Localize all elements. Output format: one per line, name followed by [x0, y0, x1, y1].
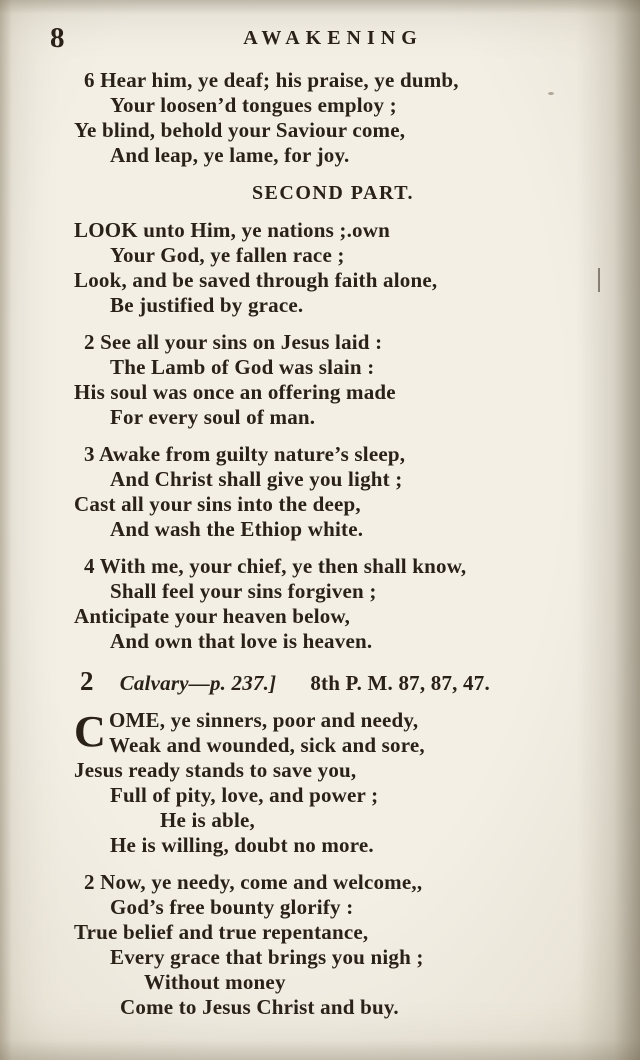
- verse-line: Ye blind, behold your Saviour come,: [74, 118, 406, 142]
- stanza: [74, 870, 592, 1020]
- hymn-2: [74, 666, 592, 1020]
- stanza: [74, 554, 592, 654]
- verse-line: And wash the Ethiop white.: [110, 517, 364, 541]
- verse-line: The Lamb of God was slain :: [110, 355, 375, 379]
- verse-line: LOOK unto Him, ye nations ;.own: [74, 218, 390, 242]
- verse-line: Anticipate your heaven below,: [74, 604, 351, 628]
- verse-line: 2 Now, ye needy, come and welcome,,: [84, 870, 423, 894]
- verse-line: Your God, ye fallen race ;: [110, 243, 345, 267]
- verse-line: 3 Awake from guilty nature’s sleep,: [84, 442, 406, 466]
- verse-line: Every grace that brings you nigh ;: [110, 945, 424, 969]
- verse-line: True belief and true repentance,: [74, 920, 369, 944]
- stanza: [74, 442, 592, 542]
- verse-line: He is willing, doubt no more.: [110, 833, 374, 857]
- hymn-heading: [74, 666, 592, 698]
- stanza: [74, 708, 592, 858]
- verse-line: And Christ shall give you light ;: [110, 467, 403, 491]
- verse-line: Come to Jesus Christ and buy.: [120, 995, 399, 1019]
- verse-line: His soul was once an offering made: [74, 380, 396, 404]
- verse-line: For every soul of man.: [110, 405, 316, 429]
- verse-line: OME, ye sinners, poor and needy,: [108, 708, 419, 732]
- stanza: [74, 68, 592, 168]
- verse-line: And leap, ye lame, for joy.: [110, 143, 350, 167]
- verse-line: Shall feel your sins forgiven ;: [110, 579, 377, 603]
- drop-cap: C: [74, 707, 106, 756]
- scan-artifact-speck: [548, 92, 554, 95]
- verse-line: And own that love is heaven.: [110, 629, 373, 653]
- section-heading: SECOND PART.: [251, 182, 415, 204]
- tune-name: Calvary—p. 237.]: [119, 671, 277, 695]
- verse-line: Be justified by grace.: [110, 293, 304, 317]
- verse-line: Jesus ready stands to save you,: [74, 758, 357, 782]
- verse-line: Look, and be saved through faith alone,: [74, 268, 438, 292]
- stanza: [74, 330, 592, 430]
- verse-line: Your loosen’d tongues employ ;: [110, 93, 397, 117]
- verse-line: Cast all your sins into the deep,: [74, 492, 361, 516]
- stanza: [74, 218, 592, 318]
- meter: 8th P. M. 87, 87, 47.: [310, 671, 490, 695]
- verse-line: Full of pity, love, and power ;: [110, 783, 379, 807]
- verse-line: God’s free bounty glorify :: [110, 895, 354, 919]
- verse-line: 4 With me, your chief, ye then shall know,: [84, 554, 467, 578]
- running-title: AWAKENING: [243, 27, 423, 49]
- verse-line: Weak and wounded, sick and sore,: [108, 733, 425, 757]
- page-header: [50, 22, 592, 58]
- hymn-1-continuation: [74, 68, 592, 654]
- verse-line: He is able,: [160, 808, 255, 832]
- page-number: 8: [50, 22, 65, 54]
- verse-line: 2 See all your sins on Jesus laid :: [84, 330, 383, 354]
- verse-line: Without money: [144, 970, 286, 994]
- scan-artifact-mark: [598, 268, 600, 292]
- hymn-number: 2: [80, 666, 94, 696]
- verse-line: 6 Hear him, ye deaf; his praise, ye dumb,: [84, 68, 459, 92]
